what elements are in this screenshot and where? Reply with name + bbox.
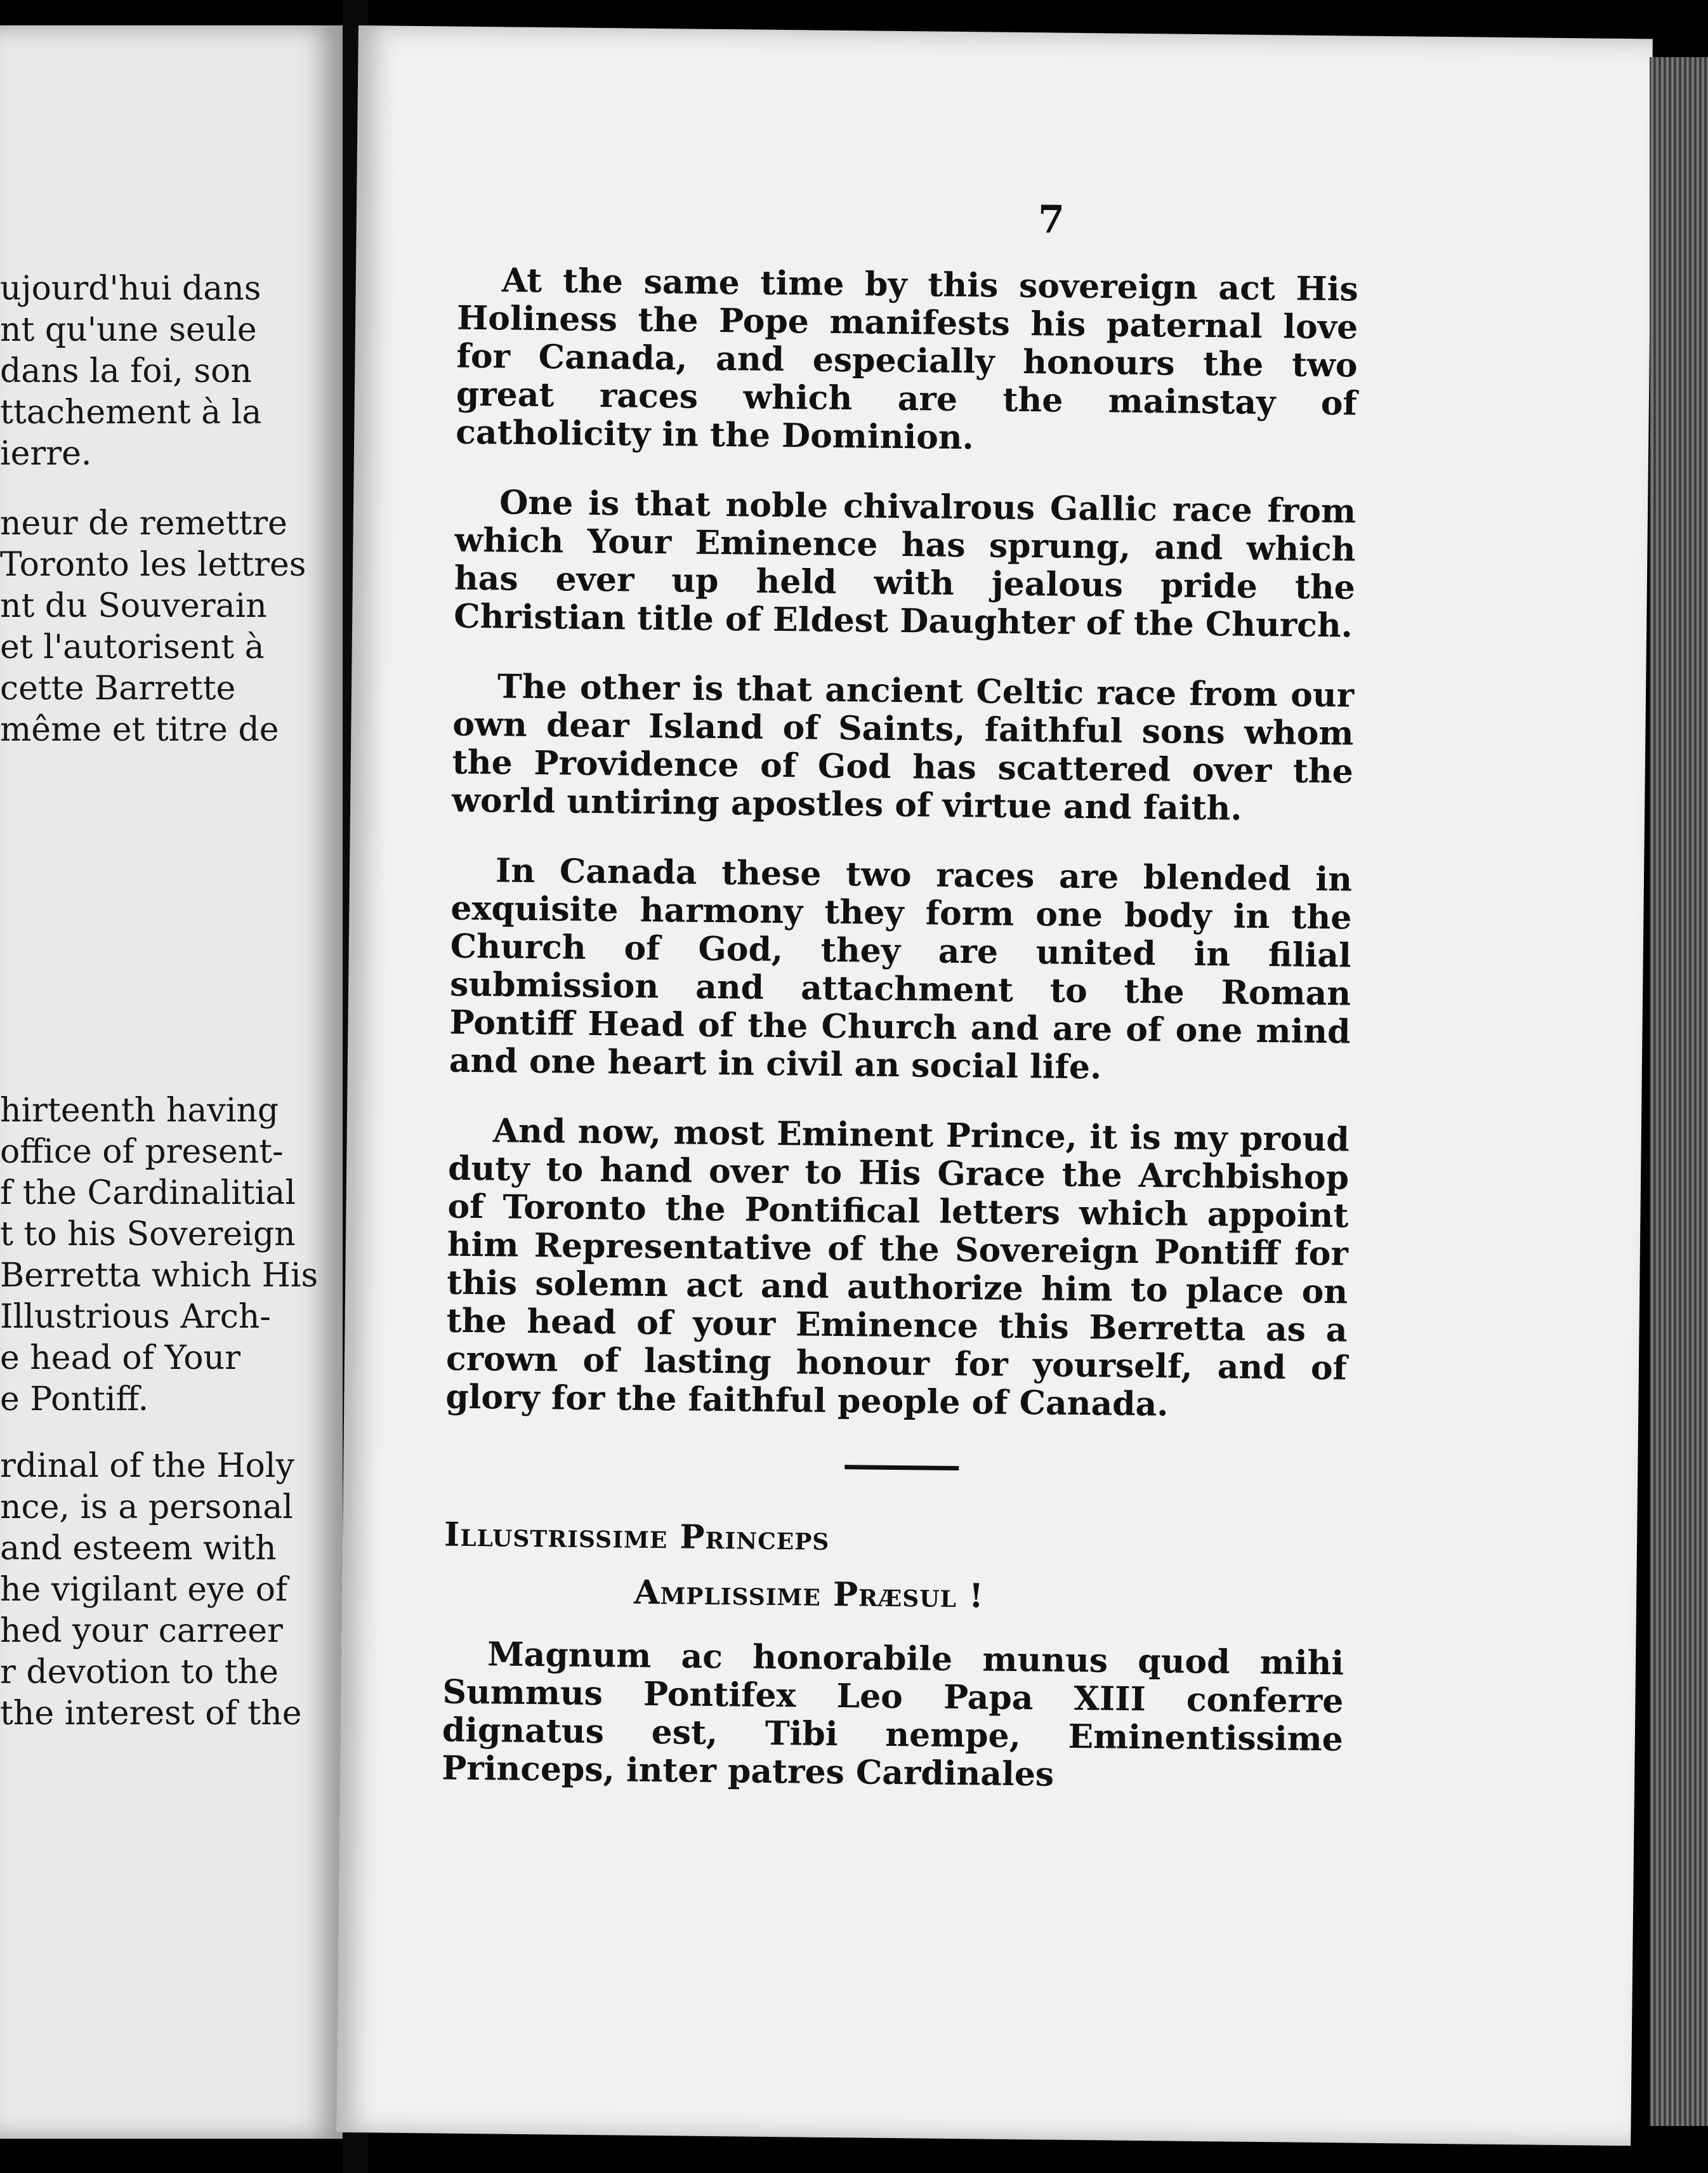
left-line: f the Cardinalitial — [0, 1174, 296, 1212]
left-line: ierre. — [0, 435, 92, 473]
left-line: cette Barrette — [0, 670, 236, 708]
left-line: nt qu'une seule — [0, 311, 257, 349]
left-line: neur de remettre — [0, 505, 287, 543]
left-facing-page — [0, 25, 343, 2139]
page-body — [441, 261, 1358, 1829]
left-line: ttachement à la — [0, 393, 262, 432]
left-line: dans la foi, son — [0, 352, 252, 390]
left-line: Berretta which His — [0, 1257, 319, 1295]
left-line: ujourd'hui dans — [0, 270, 261, 308]
left-line: Illustrious Arch- — [0, 1298, 271, 1336]
paragraph: At the same time by this sovereign act His Holiness the Pope manifests his paternal love for Canada, and especially honours the two great races which are the mainstay of catholicity in the Dominion. — [455, 261, 1359, 458]
section-divider — [844, 1465, 959, 1470]
latin-paragraph: Magnum ac honorabile munus quod mihi Summus Pontifex Leo Papa XIII conferre dignatus est, Tibi nempe, Eminentissime Princeps, inter patres Cardinales — [441, 1635, 1344, 1794]
left-line: t to his Sovereign — [0, 1215, 296, 1253]
paragraph: One is that noble chivalrous Gallic race from which Your Eminence has sprung, and which has ever up held with jealous pride the Christian title of Eldest Daughter of the Church. — [453, 483, 1357, 645]
left-line: e Pontiff. — [0, 1380, 149, 1418]
left-line: Toronto les lettres — [0, 546, 306, 584]
left-line: même et titre de — [0, 711, 279, 749]
left-line: et l'autorisent à — [0, 628, 265, 666]
paragraph: And now, most Eminent Prince, it is my proud duty to hand over to His Grace the Archbishop of Toronto the Pontifical letters which appoint him Representative of the Sovereign Pontiff for this solemn act and authorize him to place on the head of your Eminence this Berretta as a crown of lasting honour for yourself, and of glory for the faithful people of Canada. — [445, 1111, 1350, 1424]
left-line: e head of Your — [0, 1339, 240, 1377]
left-line: and esteem with — [0, 1529, 277, 1568]
left-line: hirteenth having — [0, 1092, 279, 1130]
main-page — [336, 25, 1653, 2146]
left-line: hed your carreer — [0, 1612, 283, 1650]
left-line: nt du Souverain — [0, 587, 267, 625]
latin-salutation: Illustrissime Princeps — [443, 1515, 830, 1558]
latin-salutation: Amplissime Præsul ! — [633, 1573, 985, 1616]
page-number: 7 — [1037, 197, 1065, 242]
paragraph: The other is that ancient Celtic race from our own dear Island of Saints, faithful sons whom the Providence of God has scattered over the world untiring apostles of virtue and faith. — [451, 667, 1355, 828]
left-line: office of present- — [0, 1133, 284, 1171]
left-line: the interest of the — [0, 1694, 302, 1733]
page-edges — [1650, 57, 1708, 2126]
paragraph: In Canada these two races are blended in exquisite harmony they form one body in the Church of God, they are united in filial submission and attachment to the Roman Pontiff Head of the Church and are of one mind and one heart in civil an social life. — [449, 851, 1353, 1087]
left-line: r devotion to the — [0, 1653, 279, 1691]
left-line: nce, is a personal — [0, 1488, 293, 1526]
left-line: he vigilant eye of — [0, 1571, 288, 1609]
left-line: rdinal of the Holy — [0, 1447, 294, 1485]
